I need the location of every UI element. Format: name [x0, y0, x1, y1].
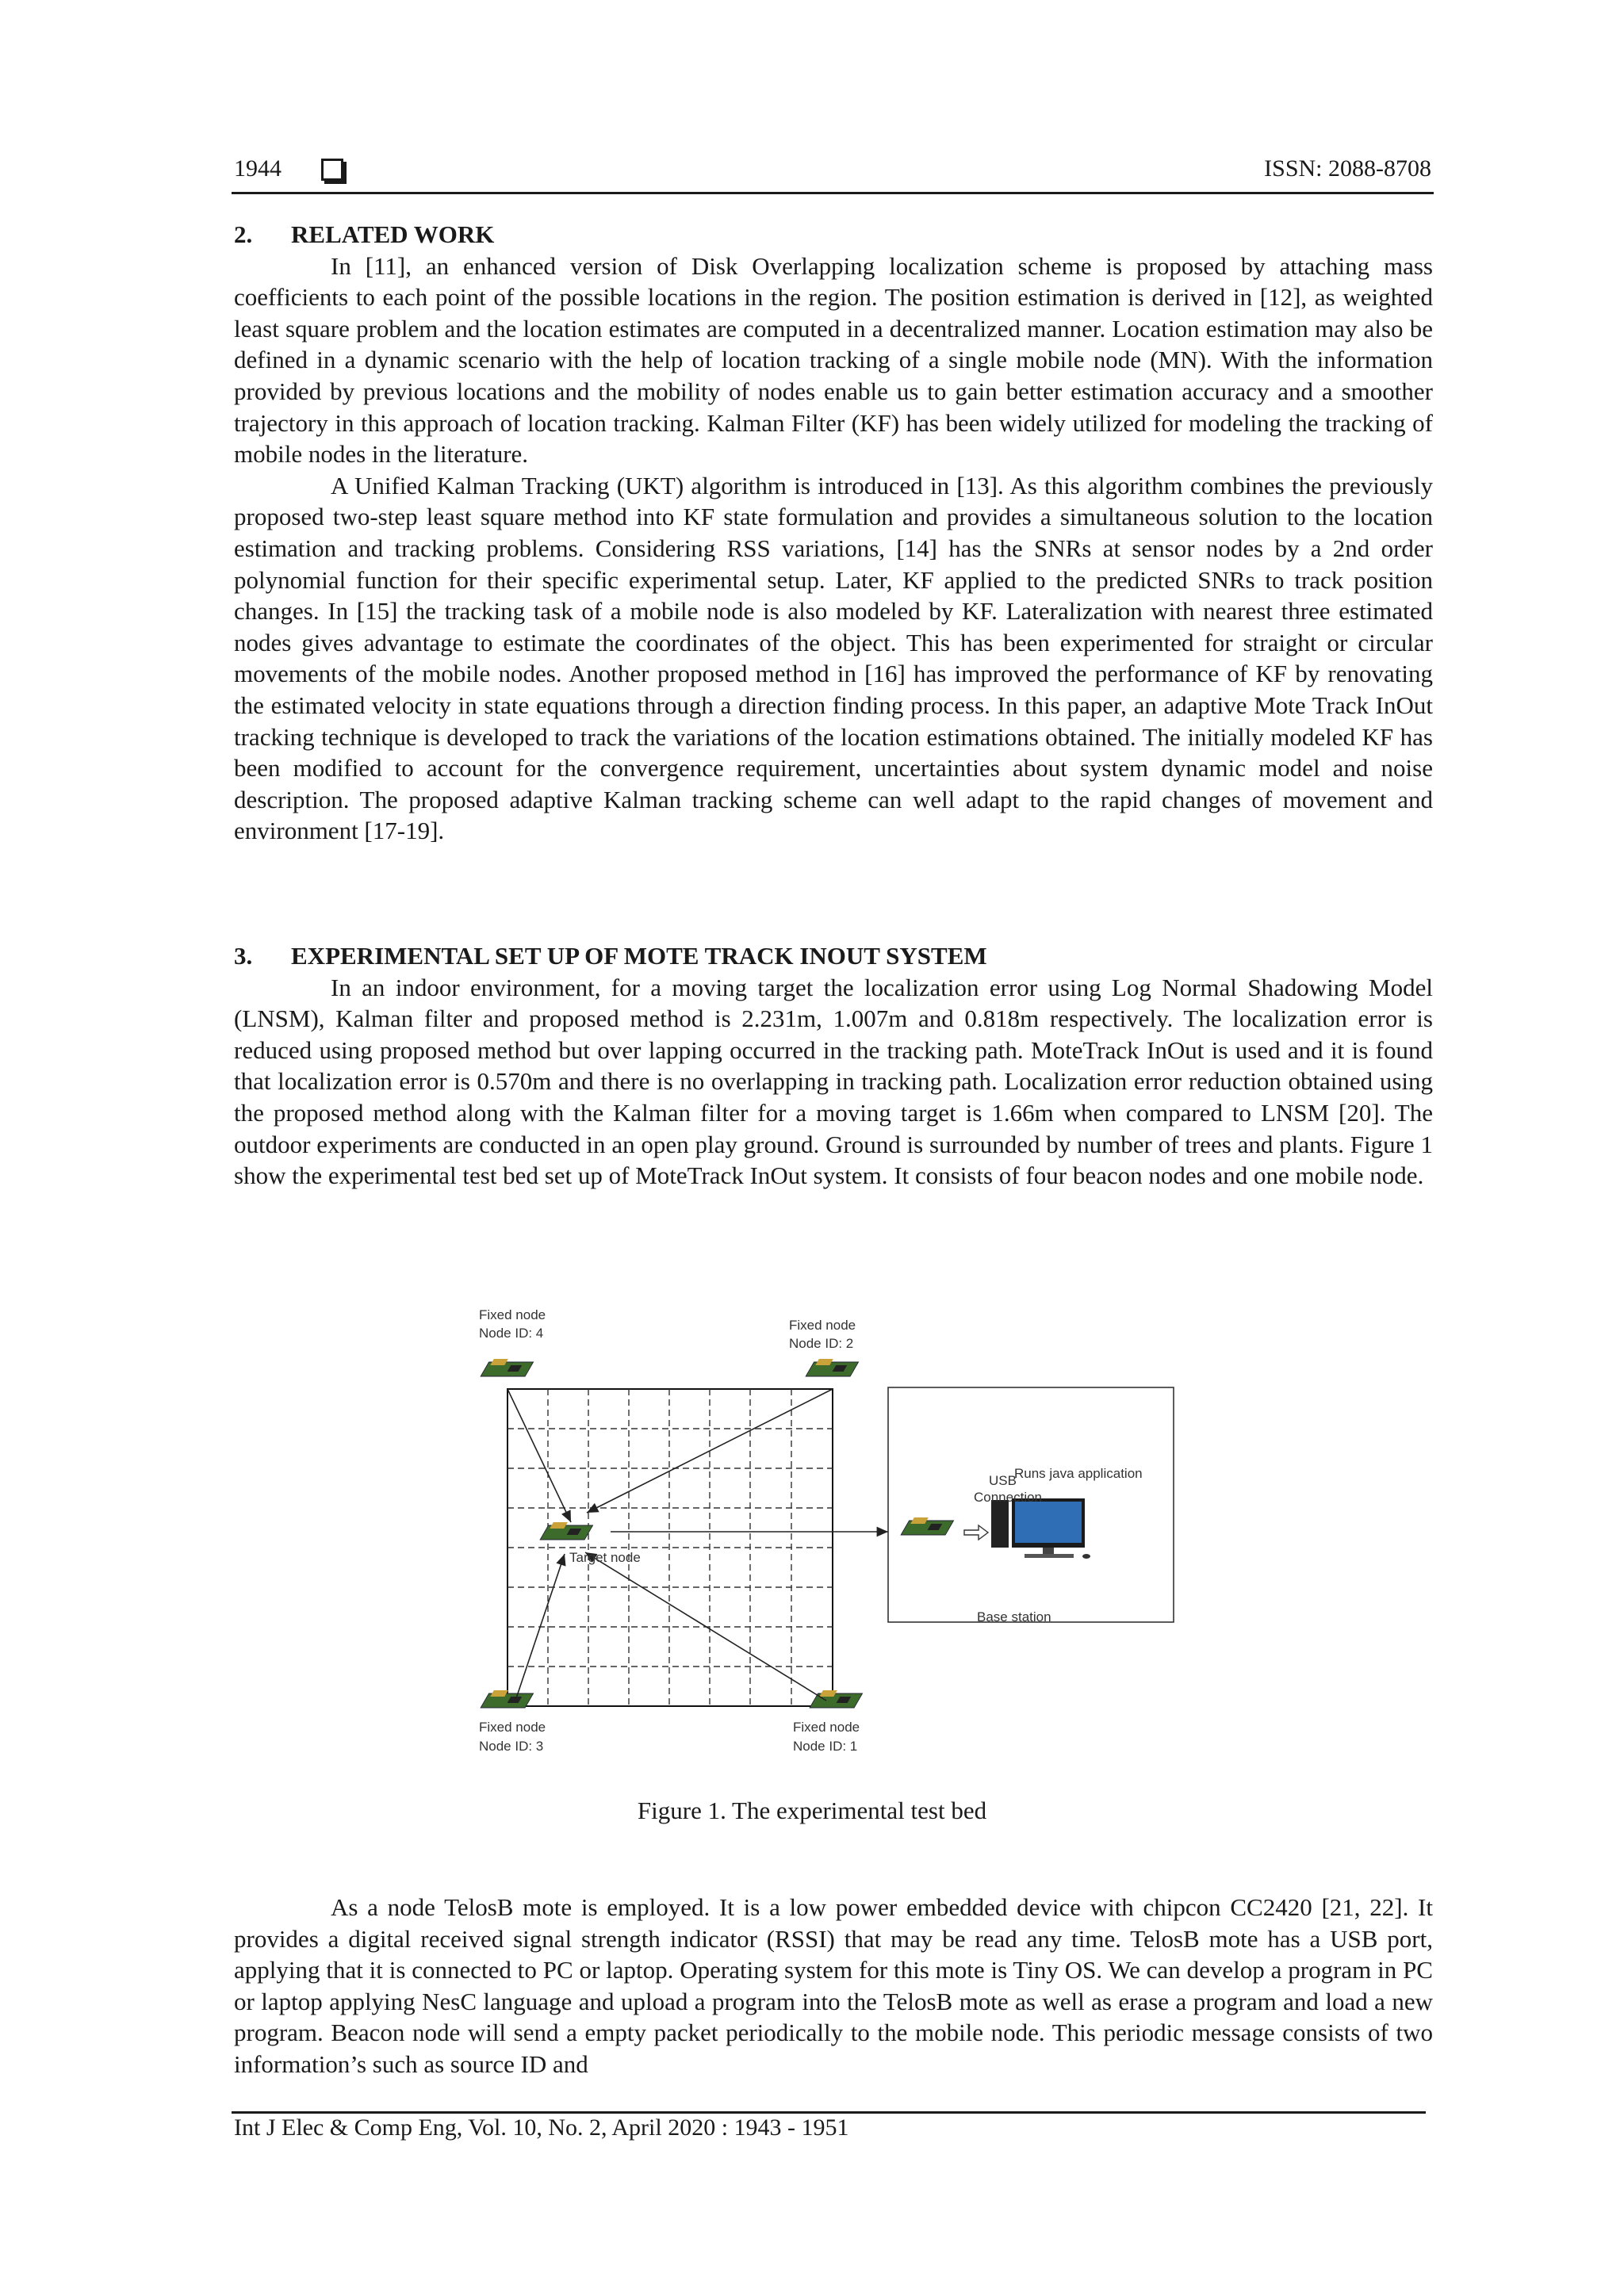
section-number: 3.	[234, 942, 253, 970]
paragraph: A Unified Kalman Tracking (UKT) algorithm is introduced in [13]. As this algorithm combines the previously proposed two-step least square method into KF state formulation and provides a simultaneous solution to the location estimation and tracking problems. Considering RSS variations, [14] has the SNRs at sensor nodes by a 2nd order polynomial function for their specific experimental setup. Later, KF applied to the predicted SNRs to track position changes. In [15] the tracking task of a mobile node is also modeled by KF. Lateralization with nearest three estimated nodes gives advantage to estimate the coordinates of the object. This has been experimented for straight or circular movements of the mobile nodes. Another proposed method in [16] has improved the performance of KF by renovating the estimated velocity in state equations through a direction finding process. In this paper, an adaptive Mote Track InOut tracking technique is developed to track the variations of the location estimations obtained. The initially modeled KF has been modified to account for the convergence requirement, uncertainties about system dynamic model and noise description. The proposed adaptive Kalman tracking scheme can well adapt to the rapid changes of movement and environment [17-19].	[234, 471, 1433, 845]
section-title: RELATED WORK	[291, 220, 495, 248]
header-rule	[232, 192, 1434, 194]
body-text	[234, 1892, 1433, 2080]
usb-label: USB	[989, 1473, 1017, 1488]
node3-label-line2: Node ID: 3	[479, 1739, 544, 1754]
signal-arrows	[508, 1389, 888, 1701]
section-related-work	[234, 219, 1433, 847]
base-station-label: Base station	[977, 1609, 1051, 1624]
paragraph: As a node TelosB mote is employed. It is a low power embedded device with chipcon CC2420 [21, 22]. It provides a digital received signal strength indicator (RSSI) that may be read any time. TelosB mote has a USB port, applying that it is connected to PC or laptop. Operating system for this mote is Tiny OS. We can develop a program in PC or laptop applying NesC language and upload a program into the TelosB mote as well as erase a program and load a new program. Beacon node will send a empty packet periodically to the mobile node. This periodic message consists of two information’s such as source ID and	[234, 1893, 1433, 2078]
grid-area	[508, 1389, 833, 1706]
fixed-node-4-icon	[481, 1359, 533, 1376]
node2-label-line1: Fixed node	[789, 1318, 856, 1333]
section-heading	[234, 940, 1433, 972]
node1-label-line2: Node ID: 1	[793, 1739, 858, 1754]
connection-label: Connection	[974, 1490, 1043, 1505]
fixed-node-1-icon	[810, 1690, 862, 1708]
figure-caption: Figure 1. The experimental test bed	[637, 1797, 987, 1824]
target-node-label: Target node	[569, 1550, 641, 1565]
checkbox-icon	[321, 159, 343, 181]
node4-label-line2: Node ID: 4	[479, 1326, 544, 1341]
section-title: EXPERIMENTAL SET UP OF MOTE TRACK INOUT SYSTEM	[291, 942, 987, 970]
section-heading	[234, 219, 1433, 251]
node4-label-line1: Fixed node	[479, 1307, 546, 1322]
section-experimental-setup	[234, 940, 1433, 1192]
footer-rule	[232, 2111, 1426, 2114]
node3-label-line1: Fixed node	[479, 1720, 546, 1735]
computer-icon	[991, 1498, 1090, 1559]
node2-label-line2: Node ID: 2	[789, 1336, 854, 1351]
fixed-node-2-icon	[806, 1359, 858, 1376]
page-number: 1944	[234, 155, 282, 182]
node1-label-line1: Fixed node	[793, 1720, 860, 1735]
paragraph: In an indoor environment, for a moving target the localization error using Log Normal Shadowing Model (LNSM), Kalman filter and proposed method is 2.231m, 1.007m and 0.818m respectively. The localization error is reduced using proposed method but over lapping occurred in the tracking path. MoteTrack InOut is used and it is found that localization error is 0.570m and there is no overlapping in tracking path. Localization error reduction obtained using the proposed method along with the Kalman filter for a moving target is 1.66m when compared to LNSM [20]. The outdoor experiments are conducted in an open play ground. Ground is surrounded by number of trees and plants. Figure 1 show the experimental test bed set up of MoteTrack InOut system. It consists of four beacon nodes and one mobile node.	[234, 973, 1433, 1190]
footer-citation: Int J Elec & Comp Eng, Vol. 10, No. 2, April 2020 : 1943 - 1951	[234, 2114, 849, 2141]
test-bed-figure	[460, 1292, 1189, 1776]
usb-arrow-icon	[964, 1525, 988, 1540]
section-number: 2.	[234, 220, 253, 248]
paragraph: In [11], an enhanced version of Disk Overlapping localization scheme is proposed by attaching mass coefficients to each point of the possible locations in the region. The position estimation is derived in [12], as weighted least square problem and the location estimates are computed in a decentralized manner. Location estimation may also be defined in a dynamic scenario with the help of location tracking of a single mobile node (MN). With the information provided by previous locations and the mobility of nodes enable us to gain better estimation accuracy and a smoother trajectory in this approach of location tracking. Kalman Filter (KF) has been widely utilized for modeling the tracking of mobile nodes in the literature.	[234, 251, 1433, 469]
base-station	[888, 1387, 1174, 1624]
runs-java-label: Runs java application	[1014, 1466, 1143, 1481]
issn: ISSN: 2088-8708	[1264, 155, 1431, 182]
